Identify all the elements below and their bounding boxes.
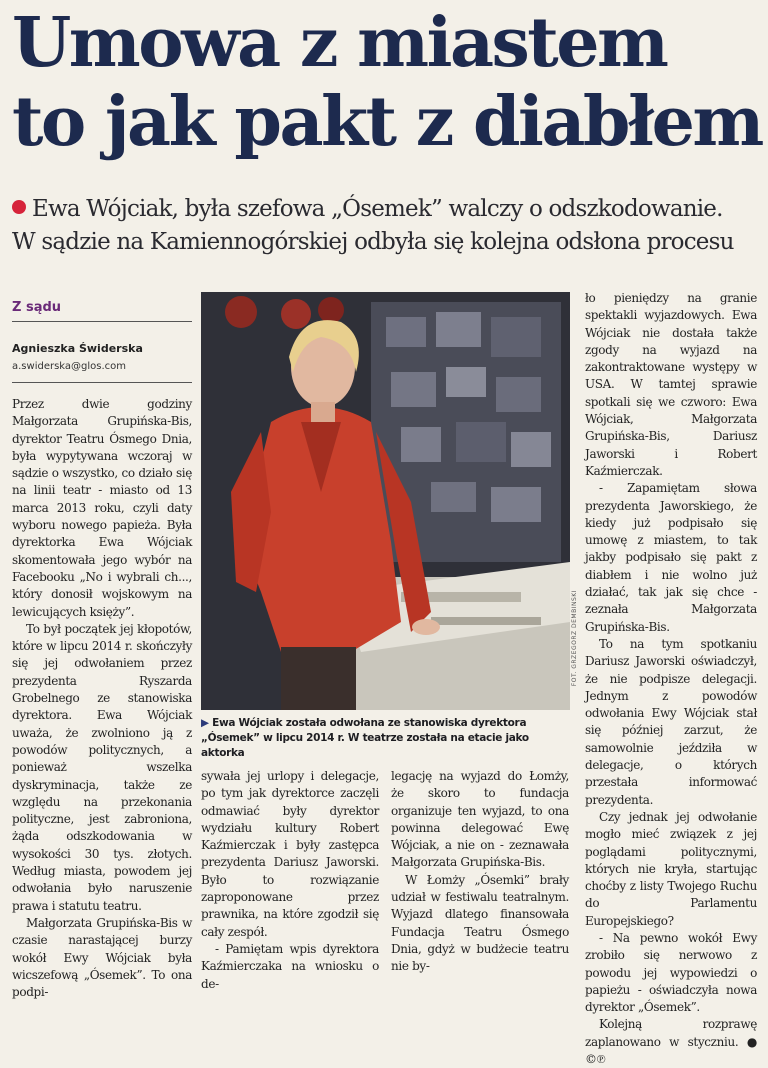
article-photo <box>201 292 570 710</box>
headline <box>12 4 762 162</box>
author-name: Agnieszka Świderska <box>12 342 143 355</box>
paragraph <box>585 1016 757 1068</box>
paragraph: - Na pewno wokół Ewy zrobiło się nerwowo z powodu jej wypowiedzi o papieżu - oświadczyła nowa dyrektor „Ósemek”. <box>585 930 757 1015</box>
paragraph: To na tym spotkaniu Dariusz Jaworski oświadczył, że nie podpisze delegacji. Jednym z powodów odwołania Ewy Wójciak stał się później zarzut, że samowolnie jeździła w delegacje, o których przestała informować prezydenta. <box>585 636 757 807</box>
paragraph: Małgorzata Grupińska-Bis w czasie narastającej burzy wokół Ewy Wójciak była wicszefową „Ósemek”. To ona podpi- <box>12 915 192 1000</box>
paragraph: - Pamiętam wpis dyrektora Kaźmierczaka na wniosku o de- <box>201 941 379 991</box>
red-bullet-icon <box>12 200 26 214</box>
paragraph: ło pieniędzy na granie spektakli wyjazdowych. Ewa Wójciak nie dostała także zgody na wyjazd na zakontraktowane występy w USA. W tamtej sprawie spotkali się we czworo: Ewa Wójciak, Małgorzata Grupińska-Bis, Dariusz Jaworski i Robert Kaźmierczak. <box>585 291 757 478</box>
body-column-4 <box>585 290 757 1068</box>
section-label: Z sądu <box>12 300 192 322</box>
dek <box>12 193 762 259</box>
caption-arrow-icon: ▶ <box>201 717 209 729</box>
paragraph: - Zapamiętam słowa prezydenta Jaworskiego, że kiedy już podpisało się umowę z miastem, to tak jakby podpisało się pakt z diabłem i nie wolno już działać, tak jak się chce - zeznała Małgorzata Grupińska-Bis. <box>585 481 757 634</box>
body-column-1 <box>12 396 192 1001</box>
headline-line-1: Umowa z miastem <box>12 3 667 83</box>
last-paragraph-text: Kolejną rozprawę zaplanowano w styczniu. <box>585 1017 757 1049</box>
body-column-3 <box>391 768 569 976</box>
dek-line-1 <box>12 193 762 226</box>
caption-line-2: „Ósemek” w lipcu 2014 r. W teatrze została na etacie jako aktorka <box>201 732 529 759</box>
author-email: a.swiderska@glos.com <box>12 361 192 383</box>
end-mark: ● ©℗ <box>585 1034 758 1067</box>
paragraph: sywała jej urlopy i delegacje, po tym jak dyrektorce zaczęli odmawiać były dyrektor wydziału kultury Robert Kaźmierczak i były zastępca prezydenta Dariusz Jaworski. Było to rozwiązanie zaproponowane przez prawnika, na które zgodził się cały zespół. <box>201 769 379 939</box>
paragraph: W Łomży „Ósemki” brały udział w festiwalu teatralnym. Wyjazd dlatego finansowała Fundacja Teatru Ósmego Dnia, gdyż w budżecie teatru nie by- <box>391 872 569 974</box>
photo-credit: FOT. GRZEGORZ DEMBIŃSKI <box>571 590 578 687</box>
body-column-2 <box>201 768 379 993</box>
paragraph: legację na wyjazd do Łomży, że skoro to fundacja organizuje ten wyjazd, to ona powinna delegować Ewę Wójciak, a nie on - zeznawała Małgorzata Grupińska-Bis. <box>391 769 569 870</box>
caption-line-1: Ewa Wójciak została odwołana ze stanowiska dyrektora <box>212 717 527 729</box>
dek-line-2: W sądzie na Kamiennogórskiej odbyła się kolejna odsłona procesu <box>12 229 734 255</box>
dek-line-1-text: Ewa Wójciak, była szefowa „Ósemek” walczy o odszkodowanie. <box>32 196 723 222</box>
headline-line-2: to jak pakt z diabłem <box>12 82 762 162</box>
paragraph: Przez dwie godziny Małgorzata Grupińska-Bis, dyrektor Teatru Ósmego Dnia, była wypytywana wczoraj w sądzie o wszystko, co działo się na linii teatr - miasto od 13 marca 2013 roku, czyli daty wyboru nowego papieża. Była dyrektorka Ewa Wójciak skomentowała jego wybór na Facebooku „No i wybrali ch..., który donosił wojskowym na lewicujących księży”. <box>12 397 192 619</box>
photo-illustration <box>201 292 570 710</box>
paragraph: To był początek jej kłopotów, które w lipcu 2014 r. skończyły się jej odwołaniem przez prezydenta Ryszarda Grobelnego ze stanowiska dyrektora. Ewa Wójciak uważa, że zwolniono ją z powodów politycznych, a ponieważ wszelka dyskryminacja, także ze względu na przekonania polityczne, jest zabroniona, żąda odszkodowania w wysokości 30 tys. złotych. Według miasta, powodem jej odwołania było naruszenie prawa i statutu teatru. <box>12 621 192 913</box>
photo-caption <box>201 716 571 761</box>
paragraph: Czy jednak jej odwołanie mogło mieć związek z jej poglądami politycznymi, których nie kryła, startując choćby z listy Twojego Ruchu do Parlamentu Europejskiego? <box>585 809 757 928</box>
